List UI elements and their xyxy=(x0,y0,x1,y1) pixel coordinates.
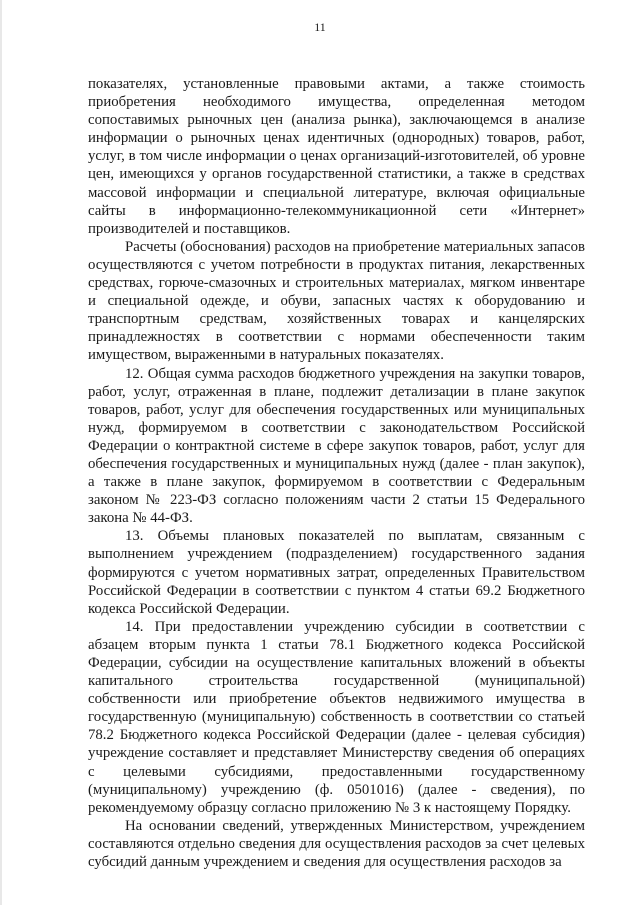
paragraph-continuation: показателях, установленные правовыми актами, а также стоимость приобретения необходимого имущества, определенная методом сопоставимых рыночных цен (анализа рынка), заключающемся в анализе информации о рыночных ценах идентичных (однородных) товаров, работ, услуг, в том числе информации о ценах организаций-изготовителей, об уровне цен, имеющихся у органов государственной статистики, а также в средствах массовой информации и специальной литературе, включая официальные сайты в информационно-телекоммуникационной сети «Интернет» производителей и поставщиков. xyxy=(88,76,585,237)
paragraph-material-reserves: Расчеты (обоснования) расходов на приобретение материальных запасов осуществляются с учетом потребности в продуктах питания, лекарственных средствах, горюче-смазочных и строительных материалах, мягком инвентаре и специальной одежде, и обуви, запасных частях к оборудованию и транспортным средствам, хозяйственных товарах и канцелярских принадлежностях в соответствии с нормами обеспеченности таким имуществом, выраженными в натуральных показателях. xyxy=(88,238,585,364)
paragraph-item-14: 14. При предоставлении учреждению субсидии в соответствии с абзацем вторым пункта 1 статьи 78.1 Бюджетного кодекса Российской Федерации, субсидии на осуществление капитальных вложений в объекты капитального строительства государственной (муниципальной) собственности или приобретение объектов недвижимого имущества в государственную (муниципальную) собственность в соответствии со статьей 78.2 Бюджетного кодекса Российской Федерации (далее - целевая субсидия) учреждение составляет и представляет Министерству сведения об операциях с целевыми субсидиями, предоставленными государственному (муниципальному) учреждению (ф. 0501016) (далее - сведения), по рекомендуемому образцу согласно приложению № 3 к настоящему Порядку. xyxy=(88,618,585,816)
paragraph-item-13: 13. Объемы плановых показателей по выплатам, связанным с выполнением учреждением (подразделением) государственного задания формируются с учетом нормативных затрат, определенных Правительством Российской Федерации в соответствии с пунктом 4 статьи 69.2 Бюджетного кодекса Российской Федерации. xyxy=(88,528,585,617)
paragraph-item-12: 12. Общая сумма расходов бюджетного учреждения на закупки товаров, работ, услуг, отраженная в плане, подлежит детализации в плане закупок товаров, работ, услуг для обеспечения государственных или муниципальных нужд, формируемом в соответствии с законодательством Российской Федерации о контрактной системе в сфере закупок товаров, работ, услуг для обеспечения государственных и муниципальных нужд (далее - план закупок), а также в плане закупок, формируемом в соответствии с Федеральным законом № 223-ФЗ согласно положениям части 2 статьи 15 Федерального закона № 44-ФЗ. xyxy=(88,365,585,527)
scan-edge xyxy=(0,0,2,905)
paragraph-information-basis: На основании сведений, утвержденных Министерством, учреждением составляются отдельно сведения для осуществления расходов за счет целевых субсидий данным учреждением и сведения для осуществления расходов за xyxy=(88,817,585,871)
page-number: 11 xyxy=(314,20,326,34)
document-body xyxy=(88,75,585,871)
